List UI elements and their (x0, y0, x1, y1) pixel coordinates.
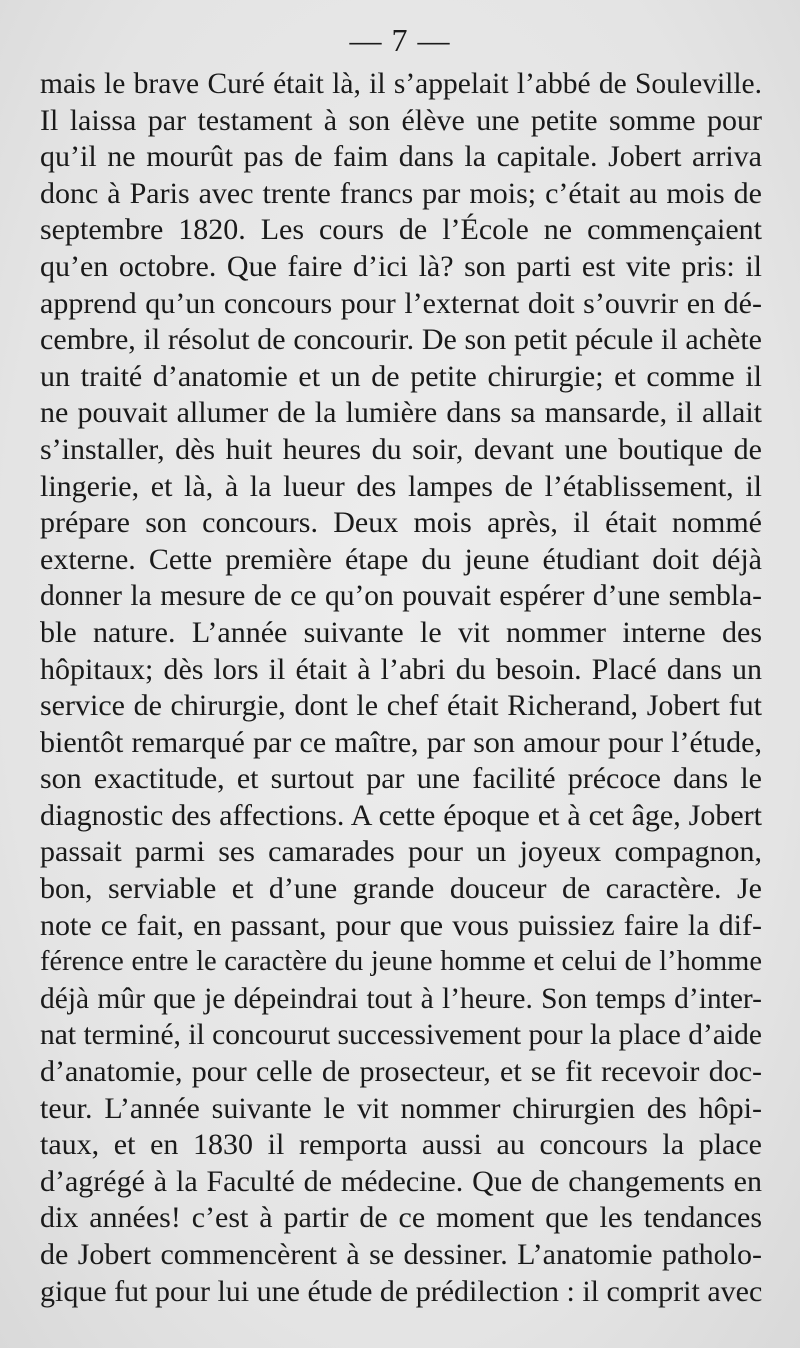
text-line: déjà mûr que je dépeindrai tout à l’heure. Son temps d’inter- (40, 982, 762, 1015)
text-line: qu’il ne mourût pas de faim dans la capitale. Jobert arriva (40, 140, 762, 174)
text-line: d’agrégé à la Faculté de médecine. Que de changements en (40, 1164, 762, 1198)
text-line: Il laissa par testament à son élève une petite somme pour (40, 103, 762, 137)
text-line: ble nature. L’année suivante le vit nommer interne des (40, 615, 762, 649)
text-line: s’installer, dès huit heures du soir, devant une boutique de (40, 432, 762, 466)
text-line: taux, et en 1830 il remporta aussi au concours la place (40, 1128, 762, 1162)
text-line: teur. L’année suivante le vit nommer chirurgien des hôpi- (40, 1091, 762, 1125)
text-line: service de chirurgie, dont le chef était Richerand, Jobert fut (40, 689, 762, 723)
text-line: cembre, il résolut de concourir. De son petit pécule il achète (40, 323, 762, 357)
text-line: donner la mesure de ce qu’on pouvait espérer d’une sembla- (40, 580, 762, 613)
text-line: un traité d’anatomie et un de petite chirurgie; et comme il (40, 359, 762, 393)
text-line: férence entre le caractère du jeune homme et celui de l’homme (40, 946, 762, 978)
text-line: son exactitude, et surtout par une facilité précoce dans le (40, 762, 762, 796)
body-text (40, 66, 762, 1310)
text-line: hôpitaux; dès lors il était à l’abri du besoin. Placé dans un (40, 652, 762, 686)
text-line: dix années! c’est à partir de ce moment que les tendances (40, 1201, 762, 1235)
text-line: septembre 1820. Les cours de l’École ne commençaient (40, 213, 762, 247)
text-line: gique fut pour lui une étude de prédilection : il comprit avec (40, 1274, 762, 1308)
text-line: ne pouvait allumer de la lumière dans sa mansarde, il allait (40, 396, 762, 430)
text-line: bon, serviable et d’une grande douceur de caractère. Je (40, 872, 762, 906)
text-line: note ce fait, en passant, pour que vous puissiez faire la dif- (40, 908, 762, 942)
text-line: apprend qu’un concours pour l’externat doit s’ouvrir en dé- (40, 286, 762, 320)
text-line: passait parmi ses camarades pour un joyeux compagnon, (40, 835, 762, 869)
text-line: bientôt remarqué par ce maître, par son amour pour l’étude, (40, 725, 762, 759)
text-line: externe. Cette première étape du jeune étudiant doit déjà (40, 542, 762, 576)
text-line: donc à Paris avec trente francs par mois; c’était au mois de (40, 176, 762, 210)
text-line: prépare son concours. Deux mois après, il était nommé (40, 506, 762, 540)
text-line: nat terminé, il concourut successivement pour la place d’aide (40, 1019, 762, 1052)
page-number: — 7 — (349, 22, 451, 58)
text-line: diagnostic des affections. A cette époque et à cet âge, Jobert (40, 798, 762, 832)
text-line: mais le brave Curé était là, il s’appelait l’abbé de Souleville. (40, 68, 762, 100)
text-line: d’anatomie, pour celle de prosecteur, et se fit recevoir doc- (40, 1055, 762, 1089)
text-line: de Jobert commencèrent à se dessiner. L’anatomie patholo- (40, 1238, 762, 1271)
text-line: qu’en octobre. Que faire d’ici là? son parti est vite pris: il (40, 249, 762, 283)
text-line: lingerie, et là, à la lueur des lampes de l’établissement, il (40, 469, 762, 503)
